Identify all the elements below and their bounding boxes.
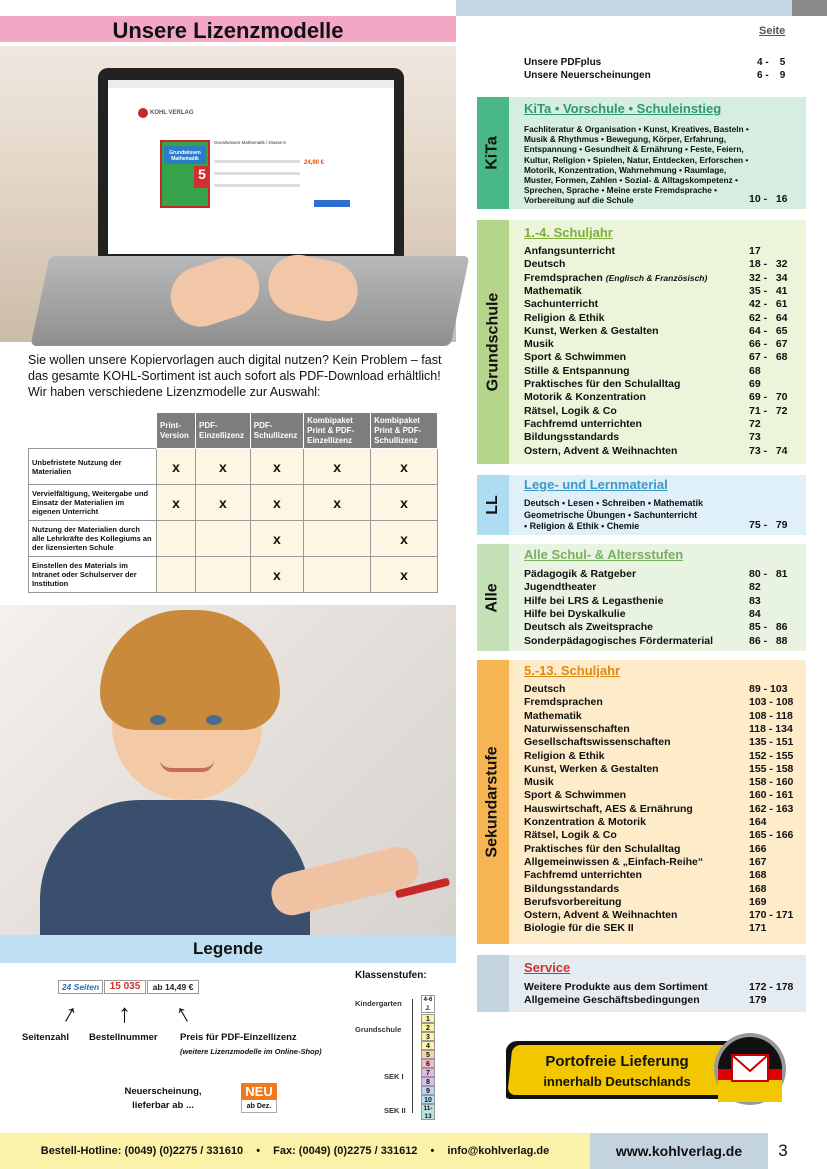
label-new: Neuerscheinung, lieferbar ab ... bbox=[124, 1086, 202, 1111]
list-item-pages: 83 bbox=[749, 594, 761, 607]
list-item bbox=[524, 883, 790, 896]
screen-price: 24,90 € bbox=[304, 160, 325, 166]
list-item-pages: 42 - 61 bbox=[749, 298, 788, 311]
list-item-left bbox=[524, 803, 693, 816]
list-item-pages: 82 bbox=[749, 581, 761, 594]
list-item-pages: 80 - 81 bbox=[749, 568, 788, 580]
list-item-label: Ostern, Advent & Weihnachten bbox=[524, 444, 678, 457]
grundschule-title: 1.-4. Schuljahr bbox=[524, 225, 613, 240]
list-item-label: Mathematik bbox=[524, 709, 582, 722]
list-item bbox=[524, 258, 790, 271]
license-table bbox=[28, 412, 438, 593]
list-item-label: Hilfe bei Dyskalkulie bbox=[524, 607, 626, 620]
table-cell: x bbox=[371, 521, 438, 557]
list-item-label: Sachunterricht bbox=[524, 298, 599, 311]
list-item-left bbox=[524, 258, 565, 271]
list-item-label: Hauswirtschaft, AES & Ernährung bbox=[524, 802, 693, 815]
list-item-pages: 160 - 161 bbox=[749, 789, 794, 802]
class-cell: 7 bbox=[421, 1068, 435, 1077]
list-item-label: Gesellschaftswissenschaften bbox=[524, 736, 671, 749]
table-row bbox=[29, 557, 438, 593]
list-item-pages: 168 bbox=[749, 882, 767, 895]
list-item-label: Praktisches für den Schulalltag bbox=[524, 378, 681, 390]
list-item-left bbox=[524, 750, 605, 763]
list-item-left bbox=[524, 312, 605, 325]
list-item bbox=[524, 568, 790, 581]
list-item-left bbox=[524, 723, 630, 736]
list-item-left bbox=[524, 776, 554, 789]
child-shirt bbox=[40, 800, 310, 940]
class-cell: 6 bbox=[421, 1059, 435, 1068]
list-item bbox=[524, 351, 790, 364]
screen-line bbox=[214, 172, 300, 175]
list-item-pages: 166 bbox=[749, 842, 767, 855]
row-label: Vervielfältigung, Weitergabe und Einsatz der Materialien im eigenen Unterricht bbox=[29, 485, 157, 521]
list-item bbox=[524, 325, 790, 338]
table-cell: x bbox=[250, 557, 303, 593]
label-order: Bestellnummer bbox=[89, 1032, 158, 1043]
list-item-label: Rätsel, Logik & Co bbox=[524, 404, 617, 417]
list-item-pages: 68 bbox=[749, 364, 761, 377]
list-item-pages: 135 - 151 bbox=[749, 736, 794, 749]
list-item-left bbox=[524, 736, 670, 749]
list-item-pages: 158 - 160 bbox=[749, 776, 794, 789]
browser-bar bbox=[108, 80, 394, 88]
list-item-label: Stille & Entspannung bbox=[524, 364, 630, 377]
list-item-label: Anfangsunterricht bbox=[524, 245, 616, 257]
list-item-pages: 164 bbox=[749, 816, 767, 828]
grundschule-side-label: Grundschule bbox=[484, 292, 501, 392]
list-item bbox=[524, 909, 794, 922]
class-cell: 9 bbox=[421, 1086, 435, 1095]
list-item-left bbox=[524, 608, 626, 621]
list-item-left bbox=[524, 245, 615, 258]
screen-line bbox=[214, 184, 300, 187]
list-item bbox=[524, 378, 790, 391]
list-item-label: Praktisches für den Schulalltag bbox=[524, 842, 681, 855]
sek-title: 5.-13. Schuljahr bbox=[524, 663, 621, 678]
footer-contact: Bestell-Hotline: (0049) (0)2275 / 331610 • Fax: (0049) (0)2275 / 331612 • info@kohlverlag.de bbox=[40, 1145, 550, 1157]
list-item-left bbox=[524, 909, 677, 922]
list-item-pages: 35 - 41 bbox=[749, 284, 788, 297]
list-item bbox=[524, 683, 790, 696]
list-item-left bbox=[524, 378, 680, 391]
new-badge-top: NEU bbox=[241, 1083, 277, 1100]
intro-text: Sie wollen unsere Kopiervorlagen auch digital nutzen? Kein Problem – fast das gesamte KOHL-Sortiment ist auch sofort als PDF-Download erhältlich! Wir haben verschiedene Lizenzmodelle zur Auswahl: bbox=[28, 353, 442, 399]
classes-group-sek2: SEK II bbox=[384, 1106, 406, 1115]
table-cell: x bbox=[157, 485, 196, 521]
table-cell: x bbox=[250, 521, 303, 557]
list-item bbox=[524, 816, 790, 829]
list-item-left bbox=[524, 816, 646, 829]
list-item-label: Musik bbox=[524, 776, 554, 789]
list-item-left bbox=[524, 843, 680, 856]
list-item-label: Weitere Produkte aus dem Sortiment bbox=[524, 981, 708, 993]
list-item bbox=[524, 245, 790, 258]
kita-title: KiTa • Vorschule • Schuleinstieg bbox=[524, 101, 722, 116]
ll-title: Lege- und Lernmaterial bbox=[524, 477, 668, 492]
list-item bbox=[524, 994, 790, 1007]
list-item-left bbox=[524, 696, 603, 709]
list-item-left bbox=[524, 621, 653, 634]
table-cell: x bbox=[371, 485, 438, 521]
list-item-left bbox=[524, 298, 598, 311]
seite-header: Seite bbox=[759, 25, 786, 37]
page-number: 3 bbox=[778, 1141, 788, 1160]
list-item-label: Bildungsstandards bbox=[524, 882, 620, 895]
list-item-label: Fremdsprachen bbox=[524, 271, 603, 284]
list-item-left bbox=[524, 595, 663, 608]
arrow-up-icon: ↑ bbox=[118, 998, 131, 1028]
class-cell: 3 bbox=[421, 1032, 435, 1041]
list-item-left bbox=[524, 391, 646, 404]
list-item-label: Pädagogik & Ratgeber bbox=[524, 568, 637, 580]
list-item bbox=[524, 896, 790, 909]
list-item-label: Religion & Ethik bbox=[524, 749, 605, 762]
list-item bbox=[524, 445, 790, 458]
list-item-pages: 18 - 32 bbox=[749, 258, 788, 271]
list-item-label: Musik bbox=[524, 338, 554, 351]
list-item-note: (Englisch & Französisch) bbox=[605, 272, 708, 283]
list-item bbox=[524, 365, 790, 378]
list-item-left bbox=[524, 272, 707, 285]
col-header: PDF-Schullizenz bbox=[250, 413, 303, 449]
screen-product: Grundwissen Mathematik bbox=[169, 150, 201, 162]
table-cell bbox=[304, 557, 371, 593]
list-item-left bbox=[524, 710, 582, 723]
table-row bbox=[29, 485, 438, 521]
list-item-label: Allgemeinwissen & „Einfach-Reihe“ bbox=[524, 855, 704, 868]
list-item-label: Kunst, Werken & Gestalten bbox=[524, 762, 659, 775]
class-cell: 4-6 J. bbox=[421, 995, 435, 1013]
alle-title: Alle Schul- & Altersstufen bbox=[524, 547, 684, 562]
list-item bbox=[524, 581, 790, 594]
label-price-note: (weitere Lizenzmodelle im Online-Shop) bbox=[180, 1047, 322, 1056]
list-item bbox=[524, 298, 790, 311]
list-item-pages: 69 - 70 bbox=[749, 391, 788, 404]
list-item bbox=[524, 776, 794, 789]
footer-hotline: Bestell-Hotline: (0049) (0)2275 / 331610 bbox=[40, 1145, 244, 1157]
list-item bbox=[524, 272, 790, 285]
table-corner bbox=[29, 413, 157, 449]
sek-side-label: Sekundarstufe bbox=[484, 746, 502, 858]
row-label: Unbefristete Nutzung der Materialien bbox=[29, 449, 157, 485]
list-item bbox=[524, 736, 794, 749]
legend-title: Legende bbox=[193, 939, 263, 958]
top-decor-bar bbox=[456, 0, 827, 16]
table-cell bbox=[196, 521, 251, 557]
list-item-pages: 108 - 118 bbox=[749, 709, 793, 722]
list-item-left bbox=[524, 789, 626, 802]
list-item-pages: 64 - 65 bbox=[749, 324, 788, 337]
top-item-label: Unsere Neuerscheinungen bbox=[524, 70, 651, 81]
list-item-pages: 179 bbox=[749, 994, 767, 1007]
table-cell: x bbox=[371, 557, 438, 593]
top-item-pages: 4 - 5 bbox=[757, 57, 786, 68]
sek-side bbox=[477, 660, 509, 944]
list-item bbox=[524, 749, 794, 763]
col-header: Kombipaket Print & PDF-Schullizenz bbox=[371, 413, 438, 449]
list-item-pages: 85 - 86 bbox=[749, 621, 788, 634]
tag-price: ab 14,49 € bbox=[147, 980, 199, 994]
list-item-left bbox=[524, 365, 630, 378]
list-item-label: Deutsch bbox=[524, 258, 566, 271]
list-item-left bbox=[524, 829, 617, 842]
list-item bbox=[524, 869, 790, 882]
alle-side-label: Alle bbox=[484, 582, 501, 613]
list-item-pages: 32 - 34 bbox=[749, 271, 788, 284]
label-price: Preis für PDF-Einzellizenz bbox=[180, 1032, 297, 1043]
list-item-label: Fachfremd unterrichten bbox=[524, 869, 642, 882]
list-item bbox=[524, 762, 794, 776]
list-item-pages: 172 - 178 bbox=[749, 981, 794, 993]
list-item-label: Hilfe bei LRS & Legasthenie bbox=[524, 594, 664, 607]
list-item bbox=[524, 981, 794, 994]
list-item-label: Allgemeine Geschäftsbedingungen bbox=[524, 994, 700, 1007]
table-cell: x bbox=[304, 485, 371, 521]
list-item-pages: 71 - 72 bbox=[749, 404, 788, 417]
col-header: PDF-Einzellizenz bbox=[196, 413, 251, 449]
classes-group-grundschule: Grundschule bbox=[355, 1025, 402, 1034]
child-smile bbox=[160, 760, 214, 772]
ll-pages: 75 - 79 bbox=[749, 519, 788, 531]
classes-group-kita: Kindergarten bbox=[355, 999, 402, 1008]
screen-logo: KOHL VERLAG bbox=[150, 110, 194, 116]
table-cell bbox=[157, 557, 196, 593]
screen-cart-button bbox=[314, 200, 350, 207]
list-item bbox=[524, 922, 790, 935]
kita-side bbox=[477, 97, 509, 209]
list-item-label: Fachfremd unterrichten bbox=[524, 417, 642, 430]
table-cell: x bbox=[196, 449, 251, 485]
child-eye bbox=[150, 715, 166, 725]
list-item-label: Sonderpädagogisches Fördermaterial bbox=[524, 634, 714, 647]
list-item-label: Rätsel, Logik & Co bbox=[524, 829, 617, 842]
list-item-pages: 167 bbox=[749, 855, 767, 868]
list-item bbox=[524, 595, 790, 608]
list-item-left bbox=[524, 568, 636, 581]
list-item-label: Deutsch als Zweitsprache bbox=[524, 621, 653, 634]
list-item bbox=[524, 431, 790, 444]
list-item-pages: 170 - 171 bbox=[749, 909, 794, 922]
ll-side-label: LL bbox=[483, 495, 501, 515]
list-item bbox=[524, 405, 790, 418]
class-cell: 10 bbox=[421, 1095, 435, 1104]
tag-order: 15 035 bbox=[104, 980, 146, 994]
list-item bbox=[524, 418, 790, 431]
list-item bbox=[524, 843, 790, 856]
table-cell: x bbox=[250, 449, 303, 485]
list-item-left bbox=[524, 431, 619, 444]
ll-side bbox=[477, 475, 509, 535]
list-item-left bbox=[524, 896, 621, 909]
list-item bbox=[524, 789, 794, 802]
row-label: Nutzung der Materialien durch alle Lehrkräfte des Kollegiums an der lizensierten Schule bbox=[29, 521, 157, 557]
list-item-pages: 118 - 134 bbox=[749, 722, 793, 735]
table-cell bbox=[157, 521, 196, 557]
list-item-left bbox=[524, 635, 713, 648]
list-item-pages: 89 - 103 bbox=[749, 683, 788, 695]
list-item-label: Biologie für die SEK II bbox=[524, 922, 634, 935]
col-header: Kombipaket Print & PDF-Einzellizenz bbox=[304, 413, 371, 449]
list-item bbox=[524, 696, 794, 709]
top-item-pages: 6 - 9 bbox=[757, 70, 786, 81]
list-item-pages: 152 - 155 bbox=[749, 749, 794, 762]
table-cell bbox=[304, 521, 371, 557]
row-label: Einstellen des Materials im Intranet oder Schulserver der Institution bbox=[29, 557, 157, 593]
service-title: Service bbox=[524, 960, 571, 975]
screen-grade: 5 bbox=[198, 166, 206, 182]
footer-fax: Fax: (0049) (0)2275 / 331612 bbox=[273, 1145, 418, 1157]
list-item-left bbox=[524, 325, 659, 338]
list-item-pages: 171 bbox=[749, 922, 767, 935]
service-side bbox=[477, 955, 509, 1012]
class-cell: 8 bbox=[421, 1077, 435, 1086]
kita-pages: 10 - 16 bbox=[749, 193, 788, 205]
list-item-pages: 73 bbox=[749, 431, 761, 444]
kita-text: Fachliteratur & Organisation • Kunst, Kreatives, Basteln • Musik & Rhythmus • Bewegung, Körper, Erfahrung, Entspannung • Gesundheit & Ernährung • Feste, Feiern, Kultur, Religion • Spielen, Natur, Entdecken, Erforschen • Motorik, Konzentration, Wahrnehmung • Raumlage, Muster, Formen, Zahlen • Sozial- & Alltagskompetenz • Sprechen, Sprache • Meine erste Fremdsprache • Vorbereitung auf die Schule bbox=[524, 124, 749, 206]
screen-line bbox=[214, 160, 300, 163]
table-row bbox=[29, 449, 438, 485]
list-item-label: Ostern, Advent & Weihnachten bbox=[524, 909, 678, 922]
list-item-label: Naturwissenschaften bbox=[524, 722, 630, 735]
sticker-line1: Portofreie Lieferung bbox=[545, 1053, 689, 1070]
list-item bbox=[524, 338, 790, 351]
footer-website[interactable]: www.kohlverlag.de bbox=[615, 1143, 743, 1159]
list-item-pages: 165 - 166 bbox=[749, 829, 794, 842]
list-item-label: Sport & Schwimmen bbox=[524, 789, 627, 802]
list-item-pages: 86 - 88 bbox=[749, 634, 788, 647]
list-item-pages: 169 bbox=[749, 895, 767, 908]
list-item-left bbox=[524, 856, 703, 869]
table-cell: x bbox=[304, 449, 371, 485]
table-cell: x bbox=[157, 449, 196, 485]
list-item-left bbox=[524, 994, 700, 1007]
table-cell bbox=[196, 557, 251, 593]
alle-side bbox=[477, 544, 509, 651]
list-item-left bbox=[524, 683, 565, 696]
top-item-label: Unsere PDFplus bbox=[524, 57, 602, 68]
list-item-label: Religion & Ethik bbox=[524, 311, 605, 324]
table-cell: x bbox=[250, 485, 303, 521]
list-item bbox=[524, 621, 790, 634]
list-item-pages: 84 bbox=[749, 607, 761, 620]
list-item-label: Sport & Schwimmen bbox=[524, 351, 627, 364]
ll-line: Geometrische Übungen • Sachunterricht bbox=[524, 509, 698, 520]
list-item-left bbox=[524, 405, 617, 418]
table-row bbox=[29, 521, 438, 557]
ll-line: • Religion & Ethik • Chemie bbox=[524, 521, 640, 531]
class-cell: 2 bbox=[421, 1023, 435, 1032]
list-item-pages: 66 - 67 bbox=[749, 338, 788, 351]
list-item bbox=[524, 391, 790, 404]
list-item-left bbox=[524, 922, 634, 935]
label-pages: Seitenzahl bbox=[22, 1032, 69, 1043]
list-item-left bbox=[524, 883, 619, 896]
list-item-label: Berufsvorbereitung bbox=[524, 895, 622, 908]
list-item bbox=[524, 635, 790, 648]
class-cell: 11-13 bbox=[421, 1104, 435, 1120]
table-cell: x bbox=[196, 485, 251, 521]
list-item-pages: 69 bbox=[749, 378, 761, 390]
list-item-pages: 72 bbox=[749, 417, 761, 430]
list-item-left bbox=[524, 581, 596, 594]
list-item bbox=[524, 709, 793, 723]
list-item-pages: 168 bbox=[749, 869, 767, 882]
list-item-label: Bildungsstandards bbox=[524, 431, 620, 444]
list-item-pages: 17 bbox=[749, 245, 761, 257]
kita-side-label: KiTa bbox=[484, 136, 502, 170]
arrow-up-icon: ↑ bbox=[57, 996, 84, 1030]
list-item bbox=[524, 856, 790, 869]
footer-email[interactable]: info@kohlverlag.de bbox=[447, 1145, 550, 1157]
list-item-pages: 162 - 163 bbox=[749, 802, 794, 815]
list-item bbox=[524, 802, 794, 816]
list-item-label: Jugendtheater bbox=[524, 581, 597, 594]
list-item bbox=[524, 312, 790, 325]
list-item-left bbox=[524, 981, 708, 994]
list-item-label: Kunst, Werken & Gestalten bbox=[524, 324, 659, 337]
list-item-left bbox=[524, 338, 554, 351]
new-badge-bottom: ab Dez. bbox=[246, 1103, 272, 1110]
classes-bracket bbox=[412, 999, 421, 1113]
col-header: Print-Version bbox=[157, 413, 196, 449]
grundschule-side bbox=[477, 220, 509, 464]
list-item-left bbox=[524, 445, 677, 458]
sticker-line2: innerhalb Deutschlands bbox=[543, 1074, 691, 1089]
screen-heading: Grundwissen Mathematik / Klasse 5 bbox=[214, 140, 286, 145]
class-cell: 1 bbox=[421, 1014, 435, 1023]
classes-title: Klassenstufen: bbox=[355, 970, 427, 981]
list-item bbox=[524, 829, 794, 842]
class-cell: 4 bbox=[421, 1041, 435, 1050]
list-item-pages: 155 - 158 bbox=[749, 762, 794, 775]
class-cell: 5 bbox=[421, 1050, 435, 1059]
logo-tree-icon bbox=[138, 108, 148, 118]
list-item-left bbox=[524, 869, 642, 882]
list-item-left bbox=[524, 351, 626, 364]
list-item-label: Deutsch bbox=[524, 683, 566, 695]
list-item-pages: 67 - 68 bbox=[749, 351, 788, 364]
list-item-label: Konzentration & Motorik bbox=[524, 816, 646, 828]
list-item-left bbox=[524, 418, 642, 431]
arrow-up-icon: ↑ bbox=[169, 996, 196, 1030]
table-cell: x bbox=[371, 449, 438, 485]
list-item-left bbox=[524, 763, 659, 776]
tag-pages: 24 Seiten bbox=[58, 980, 103, 994]
list-item bbox=[524, 285, 790, 298]
list-item-pages: 73 - 74 bbox=[749, 444, 788, 457]
page-title: Unsere Lizenzmodelle bbox=[112, 18, 344, 43]
list-item-pages: 62 - 64 bbox=[749, 311, 788, 324]
ll-line: Deutsch • Lesen • Schreiben • Mathematik bbox=[524, 498, 704, 508]
list-item-pages: 103 - 108 bbox=[749, 696, 794, 709]
list-item-label: Mathematik bbox=[524, 284, 582, 297]
list-item-left bbox=[524, 285, 582, 298]
classes-group-sek1: SEK I bbox=[384, 1072, 404, 1081]
child-eye bbox=[206, 715, 222, 725]
list-item bbox=[524, 608, 790, 621]
list-item-label: Motorik & Konzentration bbox=[524, 391, 646, 404]
laptop-screen bbox=[108, 80, 394, 254]
list-item-label: Fremdsprachen bbox=[524, 696, 603, 709]
top-decor-tab bbox=[792, 0, 827, 16]
list-item bbox=[524, 722, 793, 736]
